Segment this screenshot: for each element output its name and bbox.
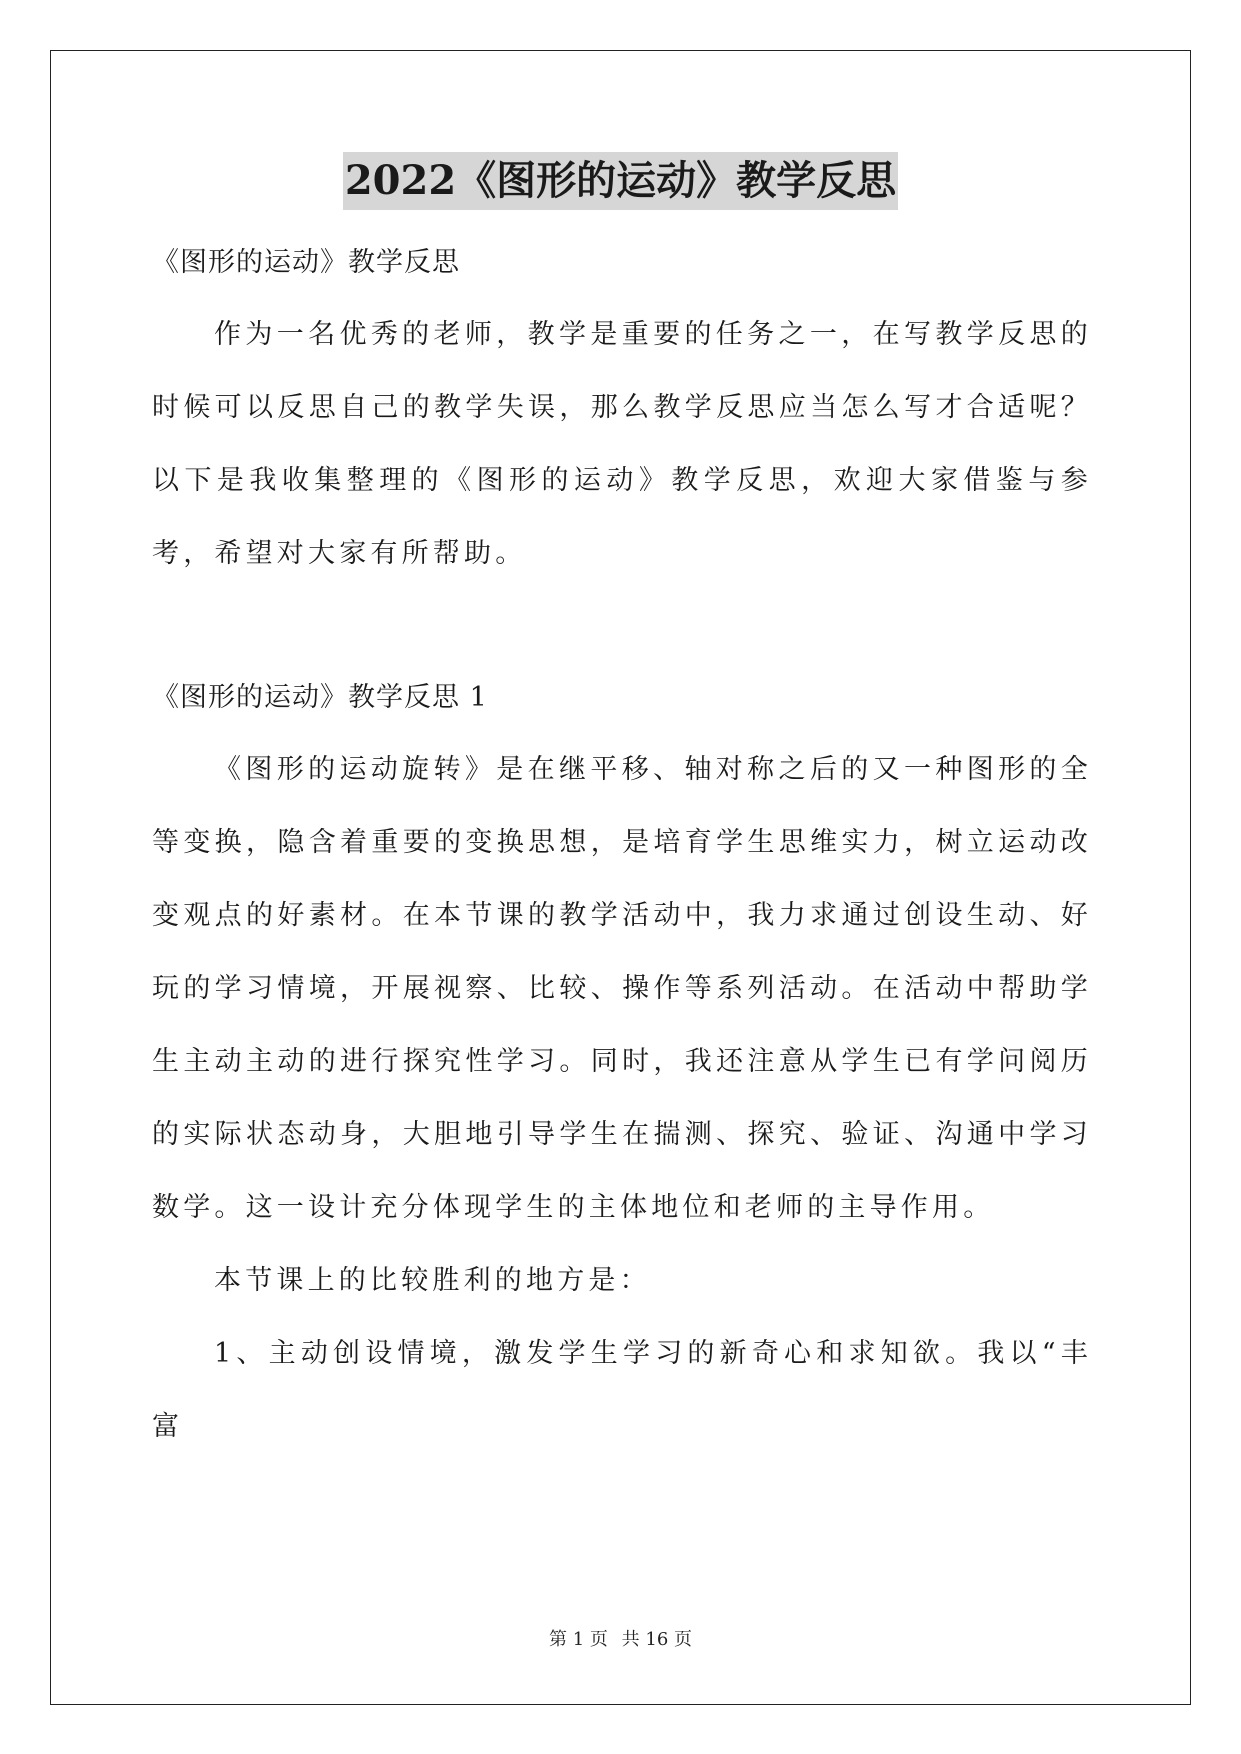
page-total: 共 16 页	[621, 1629, 692, 1650]
section-spacer	[152, 590, 1092, 663]
document-body	[152, 228, 1092, 1463]
body-paragraph: 《图形的运动旋转》是在继平移、轴对称之后的又一种图形的全等变换，隐含着重要的变换思想，是培育学生思维实力，树立运动改变观点的好素材。在本节课的教学活动中，我力求通过创设生动、好玩的学习情境，开展视察、比较、操作等系列活动。在活动中帮助学生主动主动的进行探究性学习。同时，我还注意从学生已有学问阅历的实际状态动身，大胆地引导学生在揣测、探究、验证、沟通中学习数学。这一设计充分体现学生的主体地位和老师的主导作用。	[152, 754, 1092, 1223]
document-subtitle: 《图形的运动》教学反思	[152, 247, 460, 278]
page-number: 第 1 页	[549, 1629, 608, 1650]
title-container	[0, 152, 1241, 210]
page-footer	[0, 1628, 1241, 1652]
body-paragraph: 本节课上的比较胜利的地方是：	[214, 1265, 651, 1296]
section-heading: 《图形的运动》教学反思 1	[152, 682, 488, 713]
document-title: 2022《图形的运动》教学反思	[343, 152, 898, 210]
body-paragraph: 1、主动创设情境，激发学生学习的新奇心和求知欲。我以“丰富	[152, 1338, 1092, 1442]
intro-paragraph: 作为一名优秀的老师，教学是重要的任务之一，在写教学反思的时候可以反思自己的教学失误，那么教学反思应当怎么写才合适呢？以下是我收集整理的《图形的运动》教学反思，欢迎大家借鉴与参考，希望对大家有所帮助。	[152, 319, 1092, 569]
